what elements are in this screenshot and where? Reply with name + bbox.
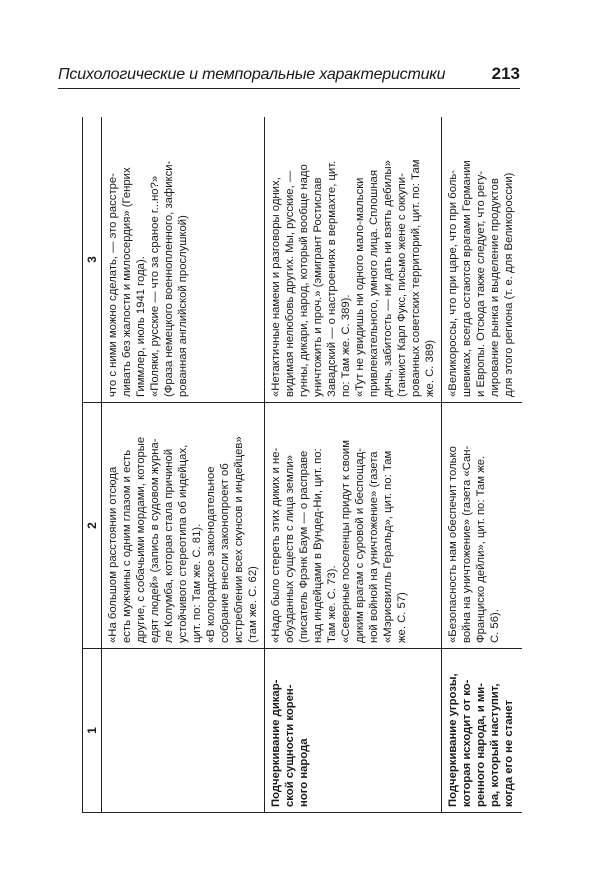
cell-text-line: устойчивого стереотипа об индейцах, <box>177 444 189 643</box>
historical-quote-cell <box>102 403 265 649</box>
cell-text-line: (там же. С. 62) <box>247 566 259 643</box>
cell-text-line: (писатель Фрэнк Баум — о расправе <box>298 450 310 643</box>
cell-text-line: видимая нелюбовь других. Мы, русские, — <box>284 170 296 397</box>
historical-quote-cell <box>442 403 523 649</box>
table-header-row <box>83 117 102 813</box>
cell-text-line: другие, с собачьими мордами, которые <box>135 436 147 643</box>
column-header-1: 1 <box>83 649 102 813</box>
cell-text-line: которая исходит от ко- <box>461 679 473 807</box>
cell-text-line: Подчеркивание угрозы, <box>447 673 459 807</box>
cell-text-line: едят людей» (запись в судовом журна- <box>149 438 161 643</box>
cell-text-line: «На большом расстоянии отсюда <box>107 466 119 643</box>
cell-text-line: «Великороссы, что при царе, что при боль- <box>447 170 459 397</box>
category-cell <box>442 649 523 813</box>
cell-text-line: диким врагам с суровой и беспощад- <box>354 448 366 643</box>
cell-text-line: собрание внесли законопроект об <box>219 463 231 643</box>
cell-text-line: «Нетактичные намеки и разговоры одних, <box>270 177 282 397</box>
cell-text-line: Завадский — о настроениях в вермахте, цит. <box>326 160 338 397</box>
cell-text-line: война на уничтожение» (газета «Сан- <box>461 445 473 643</box>
column-header-3: 3 <box>83 117 102 403</box>
cell-text-line: «Надо было стереть этих диких и не- <box>270 447 282 643</box>
cell-text-line: когда его не станет <box>503 700 515 807</box>
cell-text-line: лирование рынка и выделение продуктов <box>489 178 501 397</box>
cell-text-line: Франциско дейли», цит. по: Там же. <box>475 455 487 643</box>
cell-text-line: есть мужчины с одним глазом и есть <box>121 449 133 643</box>
cell-text-line: «В колорадское законодательное <box>205 466 217 643</box>
cell-text-line: «Мэрисвилль Геральд», цит. по: Там <box>382 450 394 643</box>
cell-text-line: по: Там же. С. 389). <box>340 294 352 397</box>
cell-text-line: С. 56). <box>489 609 501 643</box>
cell-text-line: гунны, дикари, народ, который вообще надо <box>298 164 310 397</box>
running-head <box>58 66 520 89</box>
cell-text-line: ренного народа, и ми- <box>475 683 487 807</box>
cell-text-line: «Безопасность нам обеспечит только <box>447 446 459 643</box>
historical-quote-cell <box>265 403 442 649</box>
category-cell <box>102 649 265 813</box>
cell-text-line: привлекательного, умного лица. Сплошная <box>368 170 380 397</box>
wartime-quote-cell <box>265 117 442 403</box>
cell-text-line: цит. по: Там же. С. 81). <box>191 523 203 643</box>
cell-text-line: уничтожить и проч.» (эмигрант Ростислав <box>312 177 324 397</box>
cell-text-line: (Фраза немецкого военнопленного, зафикси- <box>163 160 175 397</box>
page-number: 213 <box>491 64 520 83</box>
cell-text-line: Там же. С. 73). <box>326 565 338 643</box>
wartime-quote-cell <box>102 117 265 403</box>
table-row <box>442 117 523 813</box>
cell-text-line: дичь, забитость — ни дать ни взять дебилы» <box>382 160 394 397</box>
cell-text-line: же. С. 57) <box>396 592 408 643</box>
cell-text-line: истреблении всех скунсов и индейцев» <box>233 436 245 643</box>
cell-text-line: что с ними можно сделать, — это расстре- <box>107 173 119 397</box>
cell-text-line: и Европы. Отсюда также следует, что регу- <box>475 171 487 397</box>
cell-text-line: (танкист Карл Фукс, письмо жене с оккупи- <box>396 173 408 397</box>
table-row <box>265 117 442 813</box>
category-cell <box>265 649 442 813</box>
cell-text-line: же. С. 389) <box>424 339 436 397</box>
cell-text-line: ра, который наступит, <box>489 683 501 807</box>
cell-text-line: «Северные поселенцы придут к своим <box>340 440 352 643</box>
table-frame <box>82 117 522 813</box>
column-header-2: 2 <box>83 403 102 649</box>
cell-text-line: рованных советских территорий, цит. по: Там <box>410 159 422 397</box>
cell-text-line: для этого региона (т. е. для Великороссии) <box>503 172 515 397</box>
cell-text-line: «Тут не увидишь ни одного мало-мальски <box>354 177 366 397</box>
cell-text-line: шевиках, всегда остаются врагами Германии <box>461 160 473 397</box>
chapter-title: Психологические и темпоральные характеристики <box>58 66 446 83</box>
cell-text-line: Гиммлер, июль 1941 года). <box>135 256 147 397</box>
table-row <box>102 117 265 813</box>
cell-text-line: ле Колумба, которая стала причиной <box>163 448 175 643</box>
cell-text-line: ного народа <box>298 738 310 807</box>
wartime-quote-cell <box>442 117 523 403</box>
cell-text-line: обузданных существ с лица земли» <box>284 455 296 643</box>
comparison-table <box>82 117 522 813</box>
cell-text-line: «Поляки, русские — что за сраное г...но?» <box>149 175 161 397</box>
rotated-table-wrapper <box>82 117 522 813</box>
cell-text-line: над индейцами в Вундед-Ни, цит. по: <box>312 448 324 643</box>
cell-text-line: Подчеркивание дикар- <box>270 679 282 807</box>
cell-text-line: ской сущности корен- <box>284 684 296 807</box>
cell-text-line: ливать без жалости и милосердия» (Генрих <box>121 167 133 397</box>
cell-text-line: ной войной на уничтожение» (газета <box>368 451 380 643</box>
cell-text-line: рованная английской прослушкой) <box>177 215 189 397</box>
